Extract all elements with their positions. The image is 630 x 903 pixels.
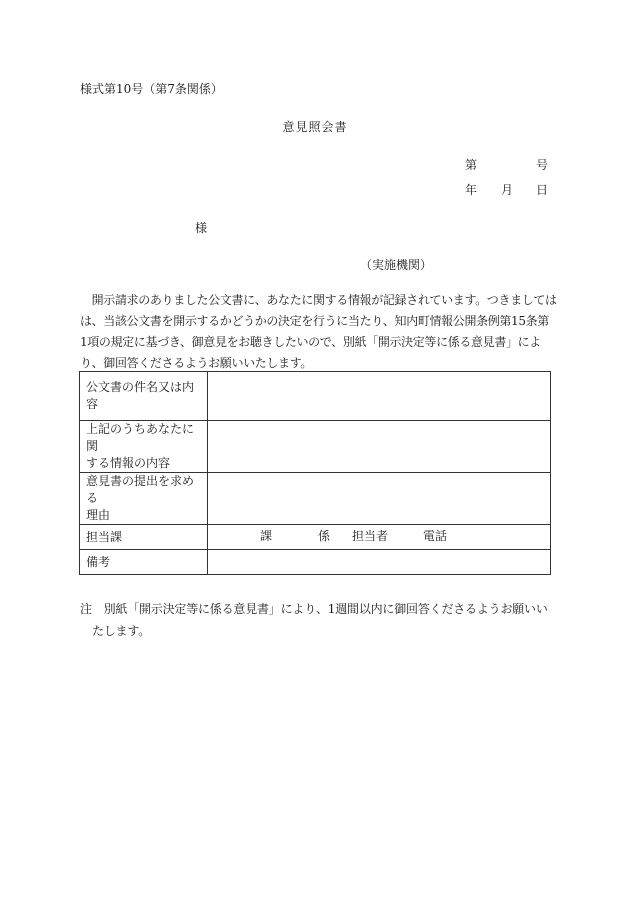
remarks-label: 備考 <box>80 550 208 575</box>
body-line: り、御回答くださるようお願いいたします。 <box>80 356 313 370</box>
implementing-agency: （実施機関） <box>360 258 433 272</box>
recipient-honorific: 様 <box>195 221 208 235</box>
body-paragraph <box>80 290 556 374</box>
date-month: 月 <box>501 183 514 197</box>
table-row <box>80 525 551 550</box>
department-label: 担当課 <box>80 525 208 550</box>
personal-info-label-line: する情報の内容 <box>86 456 171 470</box>
remarks-field[interactable] <box>208 550 551 575</box>
personal-info-label-line: 上記のうちあなたに関 <box>86 422 195 453</box>
reason-field[interactable] <box>208 473 551 525</box>
footnote-line: 注 別紙「開示決定等に係る意見書」により、1週間以内に御回答くださるようお願いい <box>80 602 548 616</box>
body-line: は、当該公文書を開示するかどうかの決定を行うに当たり、知内町情報公開条例第15条第 <box>80 314 549 328</box>
personal-info-field[interactable] <box>208 421 551 473</box>
form-number: 様式第10号（第7条関係） <box>80 82 223 96</box>
section-ka: 課 <box>260 529 273 543</box>
person-in-charge: 担当者 <box>352 529 389 543</box>
table-row <box>80 550 551 575</box>
document-subject-label: 公文書の件名又は内容 <box>80 372 208 421</box>
contact-field[interactable] <box>208 525 551 550</box>
date-year: 年 <box>465 183 478 197</box>
footnote-line: たします。 <box>92 624 151 638</box>
document-subject-field[interactable] <box>208 372 551 421</box>
table-row <box>80 473 551 525</box>
table-row <box>80 421 551 473</box>
telephone: 電話 <box>423 529 448 543</box>
document-title: 意見照会書 <box>282 120 348 134</box>
reason-label-line: 理由 <box>86 508 111 522</box>
section-kakari: 係 <box>318 529 331 543</box>
personal-info-label <box>80 421 208 473</box>
reason-label <box>80 473 208 525</box>
table-row <box>80 372 551 421</box>
number-suffix: 号 <box>536 158 549 172</box>
inquiry-table <box>79 371 551 575</box>
body-line: 開示請求のありました公文書に、あなたに関する情報が記録されています。つきましては <box>80 293 557 307</box>
reason-label-line: 意見書の提出を求める <box>86 474 195 505</box>
number-prefix: 第 <box>465 158 478 172</box>
footnote <box>80 598 560 642</box>
body-line: 1項の規定に基づき、御意見をお聴きしたいので、別紙「開示決定等に係る意見書」によ <box>80 335 541 349</box>
date-day: 日 <box>536 183 549 197</box>
